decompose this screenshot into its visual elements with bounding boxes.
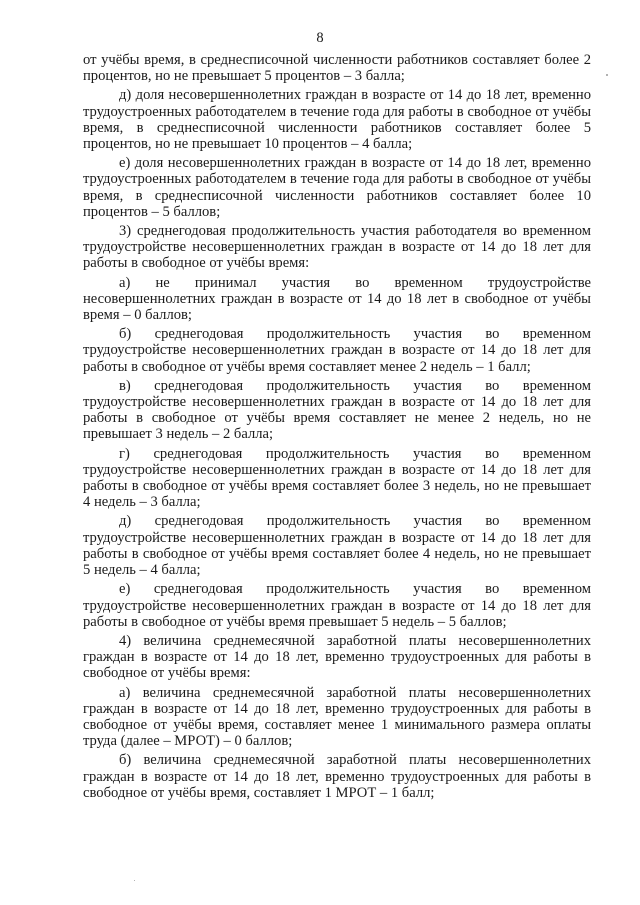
paragraph-item-3v: в) среднегодовая продолжительность участия во временном трудоустройстве несовершеннолетних граждан в возрасте от 14 до 18 лет для работы в свободное от учёбы время составляет не менее 2 недель, но не превышает 3 недель – 2 балла; [83,377,591,443]
paragraph-item-2d: д) доля несовершеннолетних граждан в возрасте от 14 до 18 лет, временно трудоустроенных работодателем в течение года для работы в свободное от учёбы время, в среднесписочной численности работников составляет более 5 процентов, но не превышает 10 процентов – 4 балла; [83,87,591,153]
paragraph-item-3b: б) среднегодовая продолжительность участия во временном трудоустройстве несовершеннолетних граждан в возрасте от 14 до 18 лет для работы в свободное от учёбы время составляет менее 2 недель – 1 балл; [83,326,591,375]
paragraph-item-4a: а) величина среднемесячной заработной платы несовершеннолетних граждан в возрасте от 14 до 18 лет, временно трудоустроенных для работы в свободное от учёбы время, составляет менее 1 минимального размера оплаты труда (далее – МРОТ) – 0 баллов; [83,684,591,750]
paragraph-item-3a: а) не принимал участия во временном трудоустройстве несовершеннолетних граждан в возрасте от 14 до 18 лет в свободное от учёбы время – 0 баллов; [83,274,591,324]
page-number: 8 [316,30,324,46]
paragraph-item-2e: е) доля несовершеннолетних граждан в возрасте от 14 до 18 лет, временно трудоустроенных работодателем в течение года для работы в свободное от учёбы время, в среднесписочной численности работников составляет более 10 процентов – 5 баллов; [83,155,591,220]
paragraph-item-3d: д) среднегодовая продолжительность участия во временном трудоустройстве несовершеннолетних граждан в возрасте от 14 до 18 лет для работы в свободное от учёбы время составляет более 4 недель, но не превышает 5 недель – 4 балла; [83,513,591,579]
scan-speck [134,880,135,881]
paragraph-item-3e: е) среднегодовая продолжительность участия во временном трудоустройстве несовершеннолетних граждан в возрасте от 14 до 18 лет для работы в свободное от учёбы время превышает 5 недель – 5 баллов; [83,581,591,630]
paragraph-section-3: 3) среднегодовая продолжительность участия работодателя во временном трудоустройстве несовершеннолетних граждан в возрасте от 14 до 18 лет для работы в свободное от учёбы время: [83,223,591,272]
paragraph-section-4: 4) величина среднемесячной заработной платы несовершеннолетних граждан в возрасте от 14 до 18 лет, временно трудоустроенных для работы в свободное от учёбы время: [83,632,591,682]
paragraph-continuation: от учёбы время, в среднесписочной численности работников составляет более 2 процентов, но не превышает 5 процентов – 3 балла; [83,52,591,85]
paragraph-item-3g: г) среднегодовая продолжительность участия во временном трудоустройстве несовершеннолетних граждан в возрасте от 14 до 18 лет для работы в свободное от учёбы время составляет более 3 недель, но не превышает 4 недель – 3 балла; [83,445,591,511]
document-body [83,52,591,801]
scan-speck [606,74,608,76]
paragraph-item-4b: б) величина среднемесячной заработной платы несовершеннолетних граждан в возрасте от 14 до 18 лет, временно трудоустроенных для работы в свободное от учёбы время, составляет 1 МРОТ – 1 балл; [83,752,591,801]
